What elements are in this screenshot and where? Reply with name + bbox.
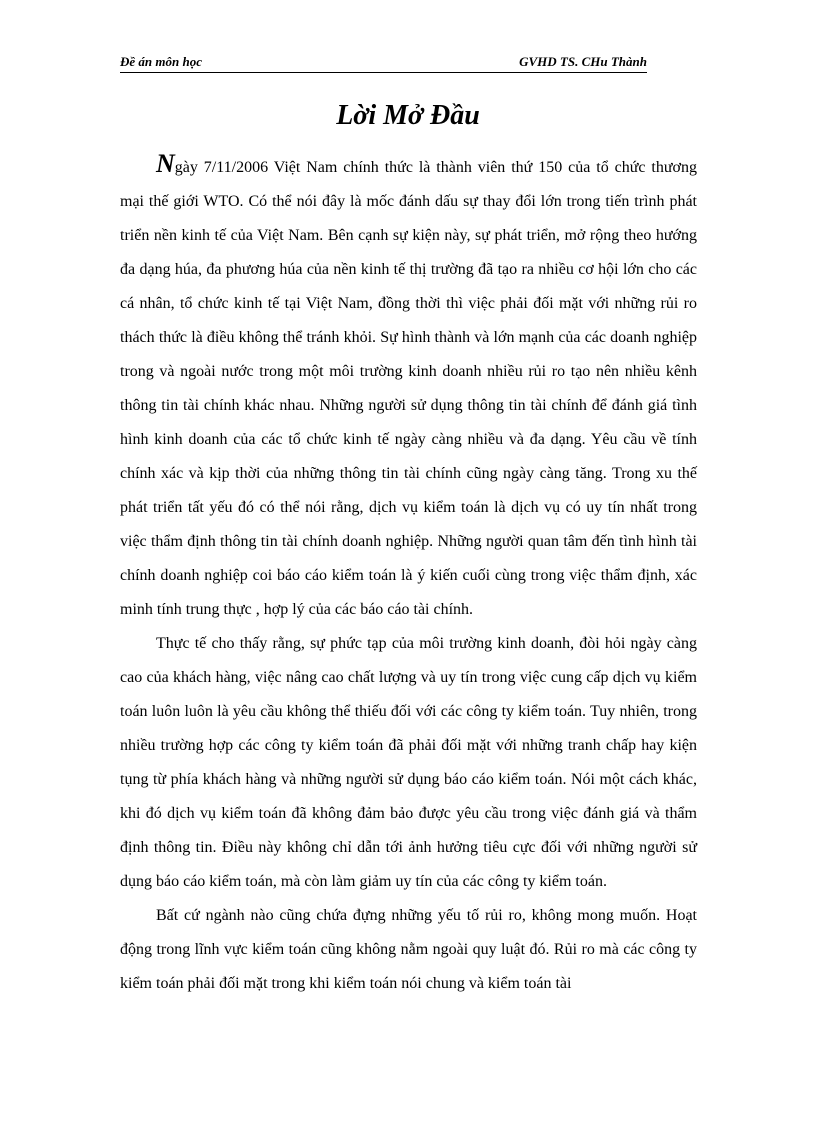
- paragraph-3: [120, 899, 697, 1001]
- paragraph-2: [120, 627, 697, 899]
- drop-cap-letter: N: [156, 149, 175, 178]
- paragraph-text: Thực tế cho thấy rằng, sự phức tạp của môi trường kinh doanh, đòi hỏi ngày càng cao của khách hàng, việc nâng cao chất lượng và uy tín trong việc cung cấp dịch vụ kiểm toán luôn luôn là yêu cầu không thể thiếu đối với các công ty kiểm toán. Tuy nhiên, trong nhiều trường hợp các công ty kiểm toán đã phải đối mặt với những tranh chấp hay kiện tụng từ phía khách hàng và những người sử dụng báo cáo kiểm toán. Nói một cách khác, khi đó dịch vụ kiểm toán đã không đảm bảo được yêu cầu trong việc đánh giá và thẩm định thông tin. Điều này không chỉ dẫn tới ảnh hưởng tiêu cực đối với những người sử dụng báo cáo kiểm toán, mà còn làm giảm uy tín của các công ty kiểm toán.: [120, 635, 697, 890]
- paragraph-text: gày 7/11/2006 Việt Nam chính thức là thành viên thứ 150 của tổ chức thương mại thế giới WTO. Có thể nói đây là mốc đánh dấu sự thay đổi lớn trong tiến trình phát triển nền kinh tế của Việt Nam. Bên cạnh sự kiện này, sự phát triển, mở rộng theo hướng đa dạng húa, đa phương húa của nền kinh tế thị trường đã tạo ra nhiều cơ hội lớn cho các cá nhân, tổ chức kinh tế tại Việt Nam, đồng thời thì việc phải đối mặt với những rủi ro thách thức là điều không thể tránh khỏi. Sự hình thành và lớn mạnh của các doanh nghiệp trong và ngoài nước trong một môi trường kinh doanh nhiều rủi ro tạo nên nhiều kênh thông tin tài chính khác nhau. Những người sử dụng thông tin tài chính để đánh giá tình hình kinh doanh của các tổ chức kinh tế ngày càng nhiều và đa dạng. Yêu cầu về tính chính xác và kịp thời của những thông tin tài chính cũng ngày càng tăng. Trong xu thế phát triển tất yếu đó có thể nói rằng, dịch vụ kiểm toán là dịch vụ có uy tín nhất trong việc thẩm định thông tin tài chính doanh nghiệp. Những người quan tâm đến tình hình tài chính doanh nghiệp coi báo cáo kiểm toán là ý kiến cuối cùng trong việc thẩm định, xác minh tính trung thực , hợp lý của các báo cáo tài chính.: [120, 159, 697, 618]
- header-supervisor-label: GVHD TS. CHu Thành: [519, 54, 647, 69]
- document-body: [120, 151, 697, 1001]
- paragraph-1: [120, 151, 697, 627]
- paragraph-text: Bất cứ ngành nào cũng chứa đựng những yếu tố rủi ro, không mong muốn. Hoạt động trong lĩnh vực kiểm toán cũng không nằm ngoài quy luật đó. Rủi ro mà các công ty kiểm toán phải đối mặt trong khi kiểm toán nói chung và kiểm toán tài: [120, 907, 697, 992]
- page-title: Lời Mở Đầu: [336, 100, 480, 131]
- page-header: [120, 52, 647, 73]
- header-course-label: Đề án môn học: [120, 54, 202, 69]
